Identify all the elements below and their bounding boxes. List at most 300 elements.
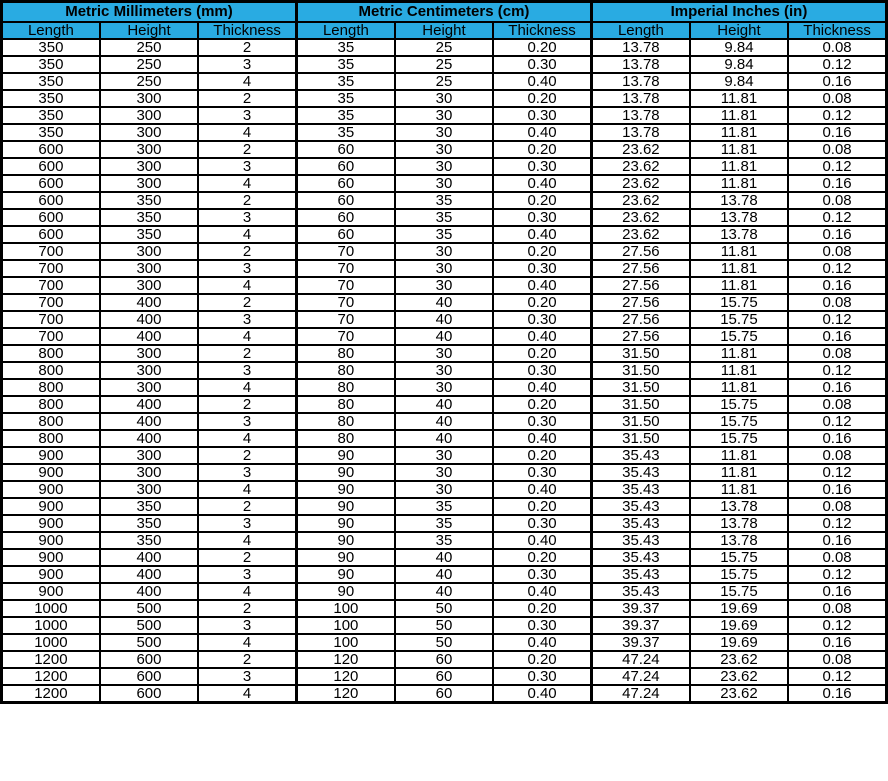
- cell: 35.43: [591, 481, 689, 498]
- cell: 35.43: [591, 515, 689, 532]
- cell: 35: [296, 124, 394, 141]
- cell: 3: [198, 209, 296, 226]
- table-row: [2, 328, 887, 345]
- cell: 35.43: [591, 583, 689, 600]
- cell: 35: [395, 515, 493, 532]
- table-row: [2, 124, 887, 141]
- cell: 35.43: [591, 549, 689, 566]
- cell: 900: [2, 515, 100, 532]
- cell: 0.16: [788, 73, 886, 90]
- cell: 27.56: [591, 243, 689, 260]
- cell: 3: [198, 413, 296, 430]
- cell: 0.16: [788, 277, 886, 294]
- cell: 800: [2, 345, 100, 362]
- cell: 25: [395, 56, 493, 73]
- cell: 350: [100, 209, 198, 226]
- cell: 15.75: [690, 294, 788, 311]
- cell: 400: [100, 430, 198, 447]
- cell: 0.30: [493, 668, 591, 685]
- cell: 0.08: [788, 294, 886, 311]
- cell: 90: [296, 481, 394, 498]
- group-header-cm: Metric Centimeters (cm): [296, 2, 591, 23]
- cell: 23.62: [690, 685, 788, 703]
- cell: 800: [2, 413, 100, 430]
- cell: 90: [296, 532, 394, 549]
- cell: 600: [2, 141, 100, 158]
- cell: 23.62: [591, 141, 689, 158]
- cell: 900: [2, 498, 100, 515]
- cell: 1200: [2, 668, 100, 685]
- cell: 13.78: [690, 192, 788, 209]
- cell: 27.56: [591, 311, 689, 328]
- cell: 800: [2, 430, 100, 447]
- cell: 700: [2, 243, 100, 260]
- cell: 0.30: [493, 515, 591, 532]
- cell: 0.08: [788, 90, 886, 107]
- cell: 0.20: [493, 39, 591, 56]
- cell: 9.84: [690, 56, 788, 73]
- cell: 900: [2, 464, 100, 481]
- cell: 3: [198, 107, 296, 124]
- cell: 0.12: [788, 668, 886, 685]
- cell: 0.20: [493, 141, 591, 158]
- cell: 0.12: [788, 362, 886, 379]
- cell: 40: [395, 294, 493, 311]
- cell: 0.30: [493, 260, 591, 277]
- cell: 15.75: [690, 566, 788, 583]
- cell: 31.50: [591, 345, 689, 362]
- cell: 0.12: [788, 56, 886, 73]
- cell: 90: [296, 447, 394, 464]
- table-row: [2, 685, 887, 703]
- cell: 39.37: [591, 634, 689, 651]
- cell: 31.50: [591, 379, 689, 396]
- cell: 4: [198, 379, 296, 396]
- column-header-mm-thickness: Thickness: [198, 22, 296, 39]
- cell: 4: [198, 277, 296, 294]
- cell: 15.75: [690, 328, 788, 345]
- cell: 250: [100, 39, 198, 56]
- cell: 47.24: [591, 685, 689, 703]
- cell: 30: [395, 260, 493, 277]
- cell: 90: [296, 464, 394, 481]
- cell: 80: [296, 396, 394, 413]
- table-row: [2, 209, 887, 226]
- cell: 0.20: [493, 651, 591, 668]
- cell: 350: [100, 515, 198, 532]
- sub-header-row: [2, 22, 887, 39]
- cell: 30: [395, 141, 493, 158]
- table-row: [2, 396, 887, 413]
- table-row: [2, 107, 887, 124]
- cell: 27.56: [591, 328, 689, 345]
- cell: 500: [100, 634, 198, 651]
- cell: 0.12: [788, 515, 886, 532]
- cell: 0.20: [493, 498, 591, 515]
- cell: 900: [2, 481, 100, 498]
- cell: 2: [198, 39, 296, 56]
- cell: 0.16: [788, 481, 886, 498]
- column-header-mm-height: Height: [100, 22, 198, 39]
- cell: 30: [395, 243, 493, 260]
- cell: 30: [395, 277, 493, 294]
- table-row: [2, 413, 887, 430]
- cell: 0.08: [788, 498, 886, 515]
- cell: 400: [100, 566, 198, 583]
- cell: 0.12: [788, 107, 886, 124]
- cell: 0.20: [493, 294, 591, 311]
- cell: 80: [296, 379, 394, 396]
- table-row: [2, 498, 887, 515]
- cell: 700: [2, 277, 100, 294]
- cell: 3: [198, 260, 296, 277]
- column-header-cm-thickness: Thickness: [493, 22, 591, 39]
- cell: 0.16: [788, 124, 886, 141]
- cell: 300: [100, 90, 198, 107]
- cell: 4: [198, 328, 296, 345]
- cell: 4: [198, 175, 296, 192]
- cell: 0.20: [493, 345, 591, 362]
- cell: 40: [395, 566, 493, 583]
- cell: 35.43: [591, 498, 689, 515]
- cell: 100: [296, 617, 394, 634]
- cell: 11.81: [690, 277, 788, 294]
- cell: 90: [296, 549, 394, 566]
- cell: 400: [100, 294, 198, 311]
- cell: 3: [198, 56, 296, 73]
- cell: 3: [198, 668, 296, 685]
- cell: 800: [2, 362, 100, 379]
- cell: 15.75: [690, 413, 788, 430]
- cell: 800: [2, 396, 100, 413]
- cell: 35: [296, 39, 394, 56]
- cell: 900: [2, 532, 100, 549]
- cell: 350: [2, 56, 100, 73]
- table-row: [2, 192, 887, 209]
- cell: 0.30: [493, 209, 591, 226]
- cell: 600: [100, 651, 198, 668]
- cell: 350: [100, 498, 198, 515]
- cell: 100: [296, 600, 394, 617]
- cell: 300: [100, 141, 198, 158]
- cell: 31.50: [591, 430, 689, 447]
- cell: 300: [100, 124, 198, 141]
- cell: 4: [198, 481, 296, 498]
- cell: 0.30: [493, 56, 591, 73]
- table-row: [2, 634, 887, 651]
- table-row: [2, 175, 887, 192]
- cell: 0.12: [788, 617, 886, 634]
- cell: 23.62: [591, 209, 689, 226]
- cell: 9.84: [690, 39, 788, 56]
- cell: 40: [395, 413, 493, 430]
- cell: 300: [100, 243, 198, 260]
- cell: 40: [395, 396, 493, 413]
- cell: 60: [395, 668, 493, 685]
- cell: 47.24: [591, 668, 689, 685]
- cell: 13.78: [591, 56, 689, 73]
- cell: 80: [296, 430, 394, 447]
- cell: 4: [198, 124, 296, 141]
- cell: 350: [2, 124, 100, 141]
- cell: 600: [2, 209, 100, 226]
- cell: 30: [395, 90, 493, 107]
- cell: 0.30: [493, 413, 591, 430]
- cell: 39.37: [591, 600, 689, 617]
- cell: 13.78: [591, 73, 689, 90]
- cell: 11.81: [690, 124, 788, 141]
- cell: 90: [296, 498, 394, 515]
- cell: 60: [296, 175, 394, 192]
- cell: 120: [296, 668, 394, 685]
- cell: 11.81: [690, 379, 788, 396]
- cell: 1000: [2, 617, 100, 634]
- cell: 400: [100, 396, 198, 413]
- cell: 3: [198, 362, 296, 379]
- cell: 700: [2, 328, 100, 345]
- table-row: [2, 141, 887, 158]
- cell: 2: [198, 498, 296, 515]
- cell: 0.16: [788, 175, 886, 192]
- cell: 11.81: [690, 481, 788, 498]
- cell: 19.69: [690, 634, 788, 651]
- cell: 25: [395, 39, 493, 56]
- cell: 80: [296, 413, 394, 430]
- cell: 70: [296, 277, 394, 294]
- cell: 70: [296, 311, 394, 328]
- cell: 23.62: [591, 175, 689, 192]
- cell: 23.62: [690, 668, 788, 685]
- table-row: [2, 260, 887, 277]
- cell: 600: [2, 158, 100, 175]
- cell: 300: [100, 379, 198, 396]
- cell: 300: [100, 464, 198, 481]
- cell: 350: [2, 39, 100, 56]
- cell: 80: [296, 362, 394, 379]
- cell: 0.08: [788, 39, 886, 56]
- cell: 30: [395, 107, 493, 124]
- cell: 900: [2, 549, 100, 566]
- cell: 0.40: [493, 430, 591, 447]
- table-row: [2, 56, 887, 73]
- cell: 400: [100, 328, 198, 345]
- column-header-cm-height: Height: [395, 22, 493, 39]
- cell: 900: [2, 447, 100, 464]
- cell: 1200: [2, 685, 100, 703]
- cell: 35: [395, 498, 493, 515]
- cell: 11.81: [690, 141, 788, 158]
- cell: 3: [198, 566, 296, 583]
- cell: 2: [198, 294, 296, 311]
- cell: 4: [198, 685, 296, 703]
- cell: 0.12: [788, 311, 886, 328]
- table-row: [2, 617, 887, 634]
- cell: 50: [395, 617, 493, 634]
- column-header-mm-length: Length: [2, 22, 100, 39]
- table-row: [2, 549, 887, 566]
- cell: 300: [100, 362, 198, 379]
- cell: 300: [100, 481, 198, 498]
- cell: 300: [100, 260, 198, 277]
- cell: 13.78: [591, 107, 689, 124]
- cell: 2: [198, 192, 296, 209]
- cell: 120: [296, 685, 394, 703]
- cell: 300: [100, 447, 198, 464]
- cell: 15.75: [690, 396, 788, 413]
- cell: 11.81: [690, 447, 788, 464]
- cell: 31.50: [591, 396, 689, 413]
- cell: 30: [395, 379, 493, 396]
- group-header-mm: Metric Millimeters (mm): [2, 2, 297, 23]
- cell: 0.08: [788, 396, 886, 413]
- cell: 70: [296, 294, 394, 311]
- cell: 350: [100, 192, 198, 209]
- cell: 700: [2, 311, 100, 328]
- cell: 0.30: [493, 107, 591, 124]
- cell: 0.30: [493, 158, 591, 175]
- cell: 300: [100, 277, 198, 294]
- cell: 30: [395, 345, 493, 362]
- table-row: [2, 379, 887, 396]
- cell: 35: [296, 73, 394, 90]
- cell: 4: [198, 430, 296, 447]
- cell: 0.20: [493, 447, 591, 464]
- cell: 120: [296, 651, 394, 668]
- table-row: [2, 532, 887, 549]
- cell: 30: [395, 158, 493, 175]
- cell: 0.16: [788, 634, 886, 651]
- cell: 40: [395, 549, 493, 566]
- cell: 0.20: [493, 600, 591, 617]
- table-row: [2, 515, 887, 532]
- cell: 2: [198, 243, 296, 260]
- cell: 900: [2, 566, 100, 583]
- table-row: [2, 566, 887, 583]
- cell: 35: [395, 192, 493, 209]
- cell: 400: [100, 583, 198, 600]
- cell: 0.16: [788, 430, 886, 447]
- table-row: [2, 481, 887, 498]
- cell: 40: [395, 328, 493, 345]
- cell: 13.78: [690, 532, 788, 549]
- cell: 350: [2, 90, 100, 107]
- cell: 0.16: [788, 685, 886, 703]
- cell: 0.40: [493, 583, 591, 600]
- cell: 30: [395, 362, 493, 379]
- cell: 600: [2, 226, 100, 243]
- cell: 47.24: [591, 651, 689, 668]
- table-row: [2, 600, 887, 617]
- cell: 90: [296, 583, 394, 600]
- cell: 0.12: [788, 413, 886, 430]
- table-row: [2, 39, 887, 56]
- column-header-in-length: Length: [591, 22, 689, 39]
- cell: 35: [296, 107, 394, 124]
- cell: 0.20: [493, 192, 591, 209]
- column-header-cm-length: Length: [296, 22, 394, 39]
- cell: 23.62: [591, 158, 689, 175]
- cell: 0.40: [493, 277, 591, 294]
- cell: 70: [296, 260, 394, 277]
- cell: 0.08: [788, 651, 886, 668]
- cell: 13.78: [591, 124, 689, 141]
- cell: 30: [395, 124, 493, 141]
- cell: 0.40: [493, 685, 591, 703]
- cell: 50: [395, 600, 493, 617]
- cell: 0.40: [493, 379, 591, 396]
- cell: 27.56: [591, 260, 689, 277]
- cell: 0.20: [493, 90, 591, 107]
- cell: 0.08: [788, 192, 886, 209]
- cell: 70: [296, 328, 394, 345]
- cell: 60: [296, 226, 394, 243]
- cell: 80: [296, 345, 394, 362]
- table-row: [2, 345, 887, 362]
- cell: 2: [198, 651, 296, 668]
- cell: 23.62: [690, 651, 788, 668]
- cell: 11.81: [690, 90, 788, 107]
- cell: 27.56: [591, 294, 689, 311]
- cell: 300: [100, 175, 198, 192]
- cell: 4: [198, 583, 296, 600]
- cell: 350: [100, 532, 198, 549]
- cell: 13.78: [690, 209, 788, 226]
- cell: 13.78: [591, 90, 689, 107]
- cell: 0.40: [493, 226, 591, 243]
- cell: 2: [198, 600, 296, 617]
- cell: 0.12: [788, 158, 886, 175]
- cell: 600: [100, 668, 198, 685]
- cell: 0.12: [788, 260, 886, 277]
- cell: 0.40: [493, 532, 591, 549]
- cell: 90: [296, 566, 394, 583]
- table-row: [2, 447, 887, 464]
- cell: 0.20: [493, 549, 591, 566]
- cell: 900: [2, 583, 100, 600]
- cell: 3: [198, 515, 296, 532]
- table-row: [2, 583, 887, 600]
- cell: 35: [296, 56, 394, 73]
- cell: 11.81: [690, 175, 788, 192]
- cell: 2: [198, 447, 296, 464]
- cell: 3: [198, 311, 296, 328]
- cell: 19.69: [690, 600, 788, 617]
- cell: 0.08: [788, 141, 886, 158]
- cell: 0.12: [788, 209, 886, 226]
- cell: 50: [395, 634, 493, 651]
- cell: 15.75: [690, 583, 788, 600]
- cell: 700: [2, 294, 100, 311]
- cell: 35: [395, 532, 493, 549]
- cell: 3: [198, 617, 296, 634]
- cell: 90: [296, 515, 394, 532]
- cell: 30: [395, 175, 493, 192]
- cell: 9.84: [690, 73, 788, 90]
- cell: 500: [100, 600, 198, 617]
- cell: 0.30: [493, 464, 591, 481]
- cell: 300: [100, 107, 198, 124]
- cell: 4: [198, 73, 296, 90]
- column-header-in-height: Height: [690, 22, 788, 39]
- cell: 350: [2, 73, 100, 90]
- cell: 15.75: [690, 311, 788, 328]
- group-header-row: [2, 2, 887, 23]
- cell: 25: [395, 73, 493, 90]
- cell: 400: [100, 311, 198, 328]
- cell: 400: [100, 549, 198, 566]
- column-header-in-thickness: Thickness: [788, 22, 886, 39]
- cell: 15.75: [690, 430, 788, 447]
